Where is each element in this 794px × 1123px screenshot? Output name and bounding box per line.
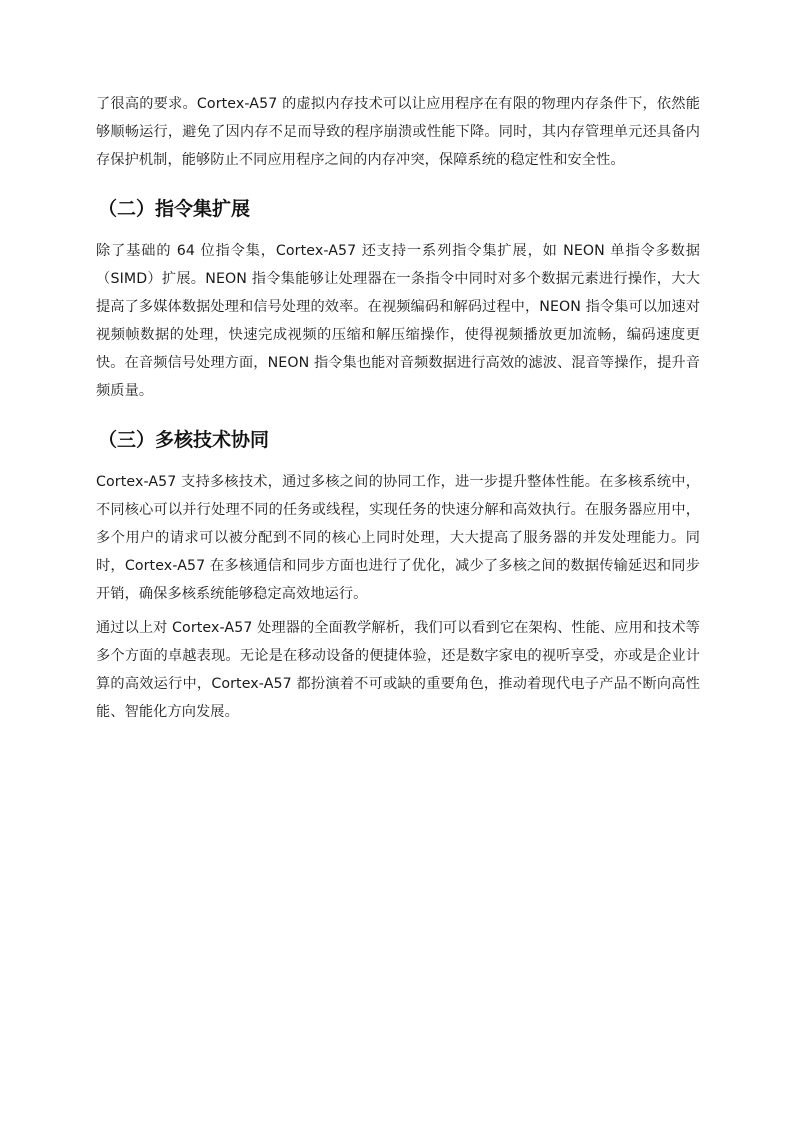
paragraph-multicore-collaboration: Cortex-A57 支持多核技术，通过多核之间的协同工作，进一步提升整体性能。在多核系统中，不同核心可以并行处理不同的任务或线程，实现任务的快速分解和高效执行。在服务器应用中，多个用户的请求可以被分配到不同的核心上同时处理，大大提高了服务器的并发处理能力。同时，Cortex-A57 在多核通信和同步方面也进行了优化，减少了多核之间的数据传输延迟和同步开销，确保多核系统能够稳定高效地运行。 [96, 474, 700, 602]
paragraph-conclusion: 通过以上对 Cortex-A57 处理器的全面教学解析，我们可以看到它在架构、性能、应用和技术等多个方面的卓越表现。无论是在移动设备的便捷体验，还是数字家电的视听享受，亦或是企业计算的高效运行中，Cortex-A57 都扮演着不可或缺的重要角色，推动着现代电子产品不断向高性能、智能化方向发展。 [96, 620, 700, 720]
section-heading-instruction-set-extension: （二）指令集扩展 [98, 198, 251, 220]
paragraph-intro-continued: 了很高的要求。Cortex-A57 的虚拟内存技术可以让应用程序在有限的物理内存条件下，依然能够顺畅运行，避免了因内存不足而导致的程序崩溃或性能下降。同时，其内存管理单元还具备内存保护机制，能够防止不同应用程序之间的内存冲突，保障系统的稳定性和安全性。 [96, 96, 700, 168]
section-heading-multicore-collaboration: （三）多核技术协同 [98, 429, 270, 451]
document-page [96, 90, 700, 726]
paragraph-instruction-set-extension: 除了基础的 64 位指令集，Cortex-A57 还支持一系列指令集扩展，如 NEON 单指令多数据（SIMD）扩展。NEON 指令集能够让处理器在一条指令中同时对多个数据元素进行操作，大大提高了多媒体数据处理和信号处理的效率。在视频编码和解码过程中，NEON 指令集可以加速对视频帧数据的处理，快速完成视频的压缩和解压缩操作，使得视频播放更加流畅，编码速度更快。在音频信号处理方面，NEON 指令集也能对音频数据进行高效的滤波、混音等操作，提升音频质量。 [96, 243, 700, 399]
